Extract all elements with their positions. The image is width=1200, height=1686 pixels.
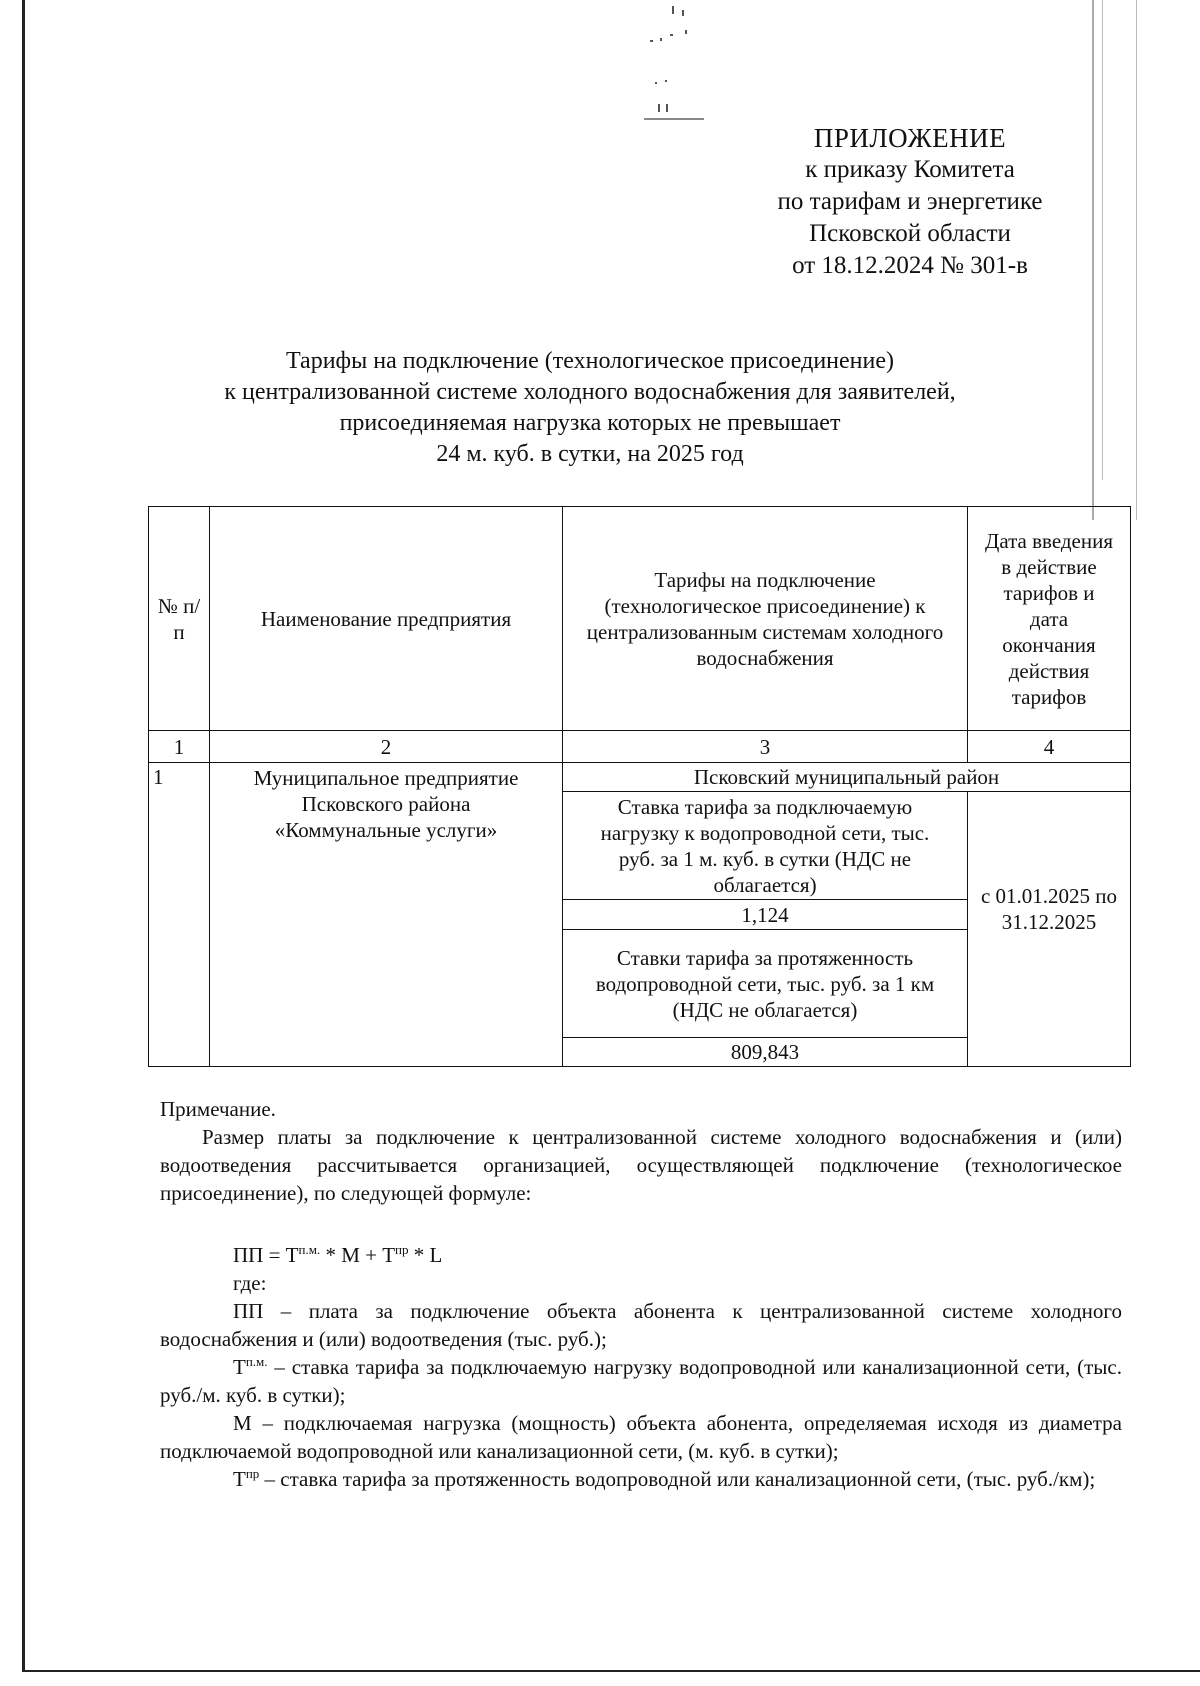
tariff-table xyxy=(148,506,1131,1067)
appendix-order-date: от 18.12.2024 № 301-в xyxy=(792,252,1028,279)
table-row xyxy=(149,763,1131,792)
note-section xyxy=(160,1095,1122,1493)
tpr-sup: пр xyxy=(245,1466,260,1481)
where-label: где: xyxy=(233,1271,267,1295)
formula-part-1: ПП = Т xyxy=(233,1243,299,1267)
appendix-title: ПРИЛОЖЕНИЕ xyxy=(813,123,1007,153)
definition-pp: ПП – плата за подключение объекта абонента к централизованной системе холодного водоснабжения и (или) водоотведения (тыс. руб.); xyxy=(160,1299,1122,1351)
tpm-symbol: Т xyxy=(233,1355,246,1379)
title-line-4: 24 м. куб. в сутки, на 2025 год xyxy=(436,441,744,467)
validity-period: с 01.01.2025 по 31.12.2025 xyxy=(968,792,1131,1067)
enterprise-name: Муниципальное предприятие Псковского района «Коммунальные услуги» xyxy=(210,763,563,1067)
definition-tpm xyxy=(160,1353,1122,1409)
header-tariffs: Тарифы на подключение (технологическое присоединение) к централизованным системам холодного водоснабжения xyxy=(563,507,968,731)
table-header-row xyxy=(149,507,1131,731)
rate-length-value: 809,843 xyxy=(563,1038,968,1067)
title-line-3: присоединяемая нагрузка которых не превышает xyxy=(339,410,841,436)
formula-part-3: * L xyxy=(408,1243,443,1267)
appendix-line-1: к приказу Комитета xyxy=(805,156,1015,183)
scan-artifact-right-3 xyxy=(1136,0,1137,520)
definition-m: М – подключаемая нагрузка (мощность) объекта абонента, определяемая исходя из диаметра подключаемой водопроводной или канализационной сети, (м. куб. в сутки); xyxy=(160,1411,1122,1463)
header-dates: Дата введения в действие тарифов и дата окончания действия тарифов xyxy=(968,507,1131,731)
formula xyxy=(160,1241,1122,1269)
column-number-row xyxy=(149,731,1131,763)
district-name: Псковский муниципальный район xyxy=(563,763,1131,792)
note-heading: Примечание. xyxy=(160,1097,276,1121)
col-number-1: 1 xyxy=(149,731,210,763)
page-border-bottom xyxy=(22,1670,1200,1672)
appendix-line-2: по тарифам и энергетике xyxy=(777,188,1043,215)
tpr-text: – ставка тарифа за протяженность водопроводной или канализационной сети, (тыс. руб./км); xyxy=(259,1467,1096,1491)
document-title xyxy=(140,346,1040,470)
title-line-1: Тарифы на подключение (технологическое присоединение) xyxy=(285,348,895,374)
formula-sup-2: пр xyxy=(395,1242,409,1257)
rate-load-label: Ставка тарифа за подключаемую нагрузку к водопроводной сети, тыс. руб. за 1 м. куб. в сутки (НДС не облагается) xyxy=(563,792,968,900)
header-enterprise: Наименование предприятия xyxy=(210,507,563,731)
rate-length-label: Ставки тарифа за протяженность водопроводной сети, тыс. руб. за 1 км (НДС не облагается) xyxy=(563,930,968,1038)
tpm-text: – ставка тарифа за подключаемую нагрузку водопроводной или канализационной сети, (тыс. руб./м. куб. в сутки); xyxy=(160,1355,1122,1407)
row-num: 1 xyxy=(149,763,210,1067)
rate-load-value: 1,124 xyxy=(563,900,968,930)
appendix-header xyxy=(700,122,1120,282)
col-number-2: 2 xyxy=(210,731,563,763)
tpm-sup: п.м. xyxy=(245,1354,268,1369)
title-line-2: к централизованной системе холодного водоснабжения для заявителей, xyxy=(224,379,956,405)
header-num: № п/п xyxy=(149,507,210,731)
faint-stamp-mark xyxy=(630,0,720,130)
tpr-symbol: Т xyxy=(233,1467,246,1491)
appendix-line-3: Псковской области xyxy=(809,220,1011,247)
formula-sup-1: п.м. xyxy=(298,1242,321,1257)
definition-tpr xyxy=(160,1465,1122,1493)
page-border-left xyxy=(22,0,25,1672)
note-intro: Размер платы за подключение к централизованной системе холодного водоснабжения и (или) водоотведения рассчитывается организацией, осуществляющей подключение (технологическое присоединение), по следующей формуле: xyxy=(160,1125,1122,1205)
col-number-3: 3 xyxy=(563,731,968,763)
formula-part-2: * М + Т xyxy=(320,1243,396,1267)
col-number-4: 4 xyxy=(968,731,1131,763)
